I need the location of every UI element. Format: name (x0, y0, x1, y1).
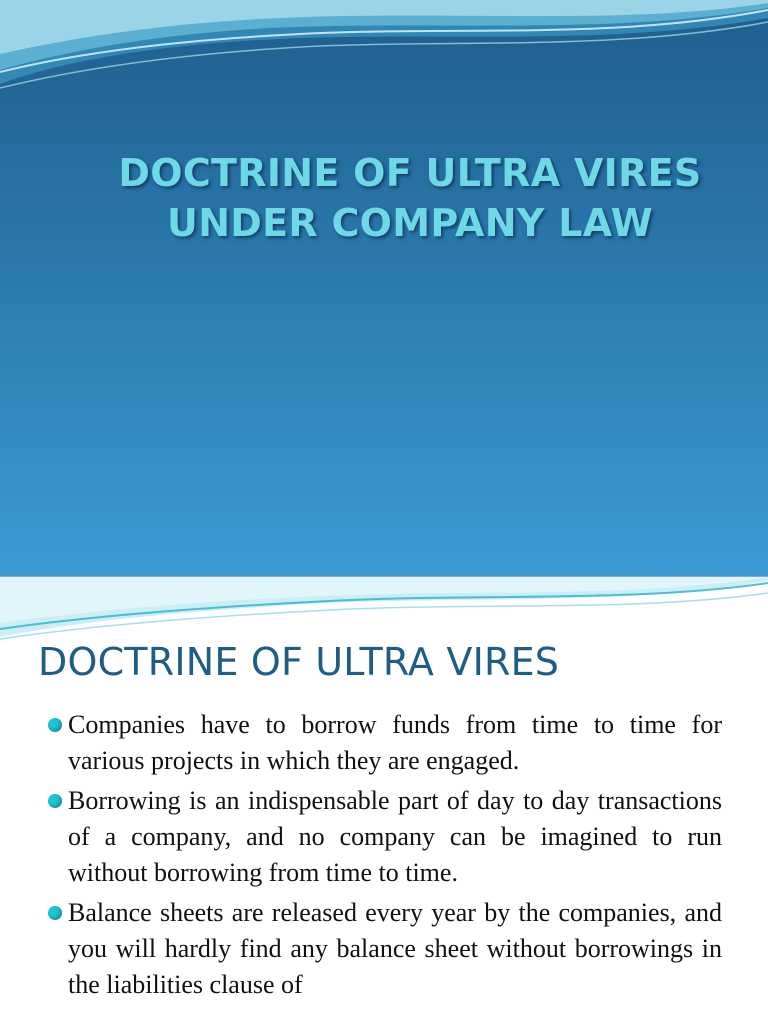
bullet-text: Borrowing is an indispensable part of day to day transactions of a company, and no company can be imagined to run without borrowing from time to time. (68, 786, 722, 887)
round-bullet-icon (48, 906, 62, 920)
round-bullet-icon (48, 794, 62, 808)
round-bullet-icon (48, 718, 62, 732)
list-item (46, 707, 722, 779)
slide-title-line-2: UNDER COMPANY LAW (167, 201, 653, 245)
slide-title (90, 148, 730, 248)
slide-title-line-1: DOCTRINE OF ULTRA VIRES (118, 151, 702, 195)
list-item (46, 895, 722, 1003)
wave-decoration (0, 0, 768, 110)
bullet-list (46, 707, 722, 1007)
bullet-text: Companies have to borrow funds from time to time for various projects in which they are engaged. (68, 710, 722, 775)
list-item (46, 783, 722, 891)
bullet-text: Balance sheets are released every year by the companies, and you will hardly find any balance sheet without borrowings in the liabilities clause of (68, 898, 722, 999)
content-slide (0, 577, 768, 1024)
slide-heading: DOCTRINE OF ULTRA VIRES (38, 640, 560, 684)
